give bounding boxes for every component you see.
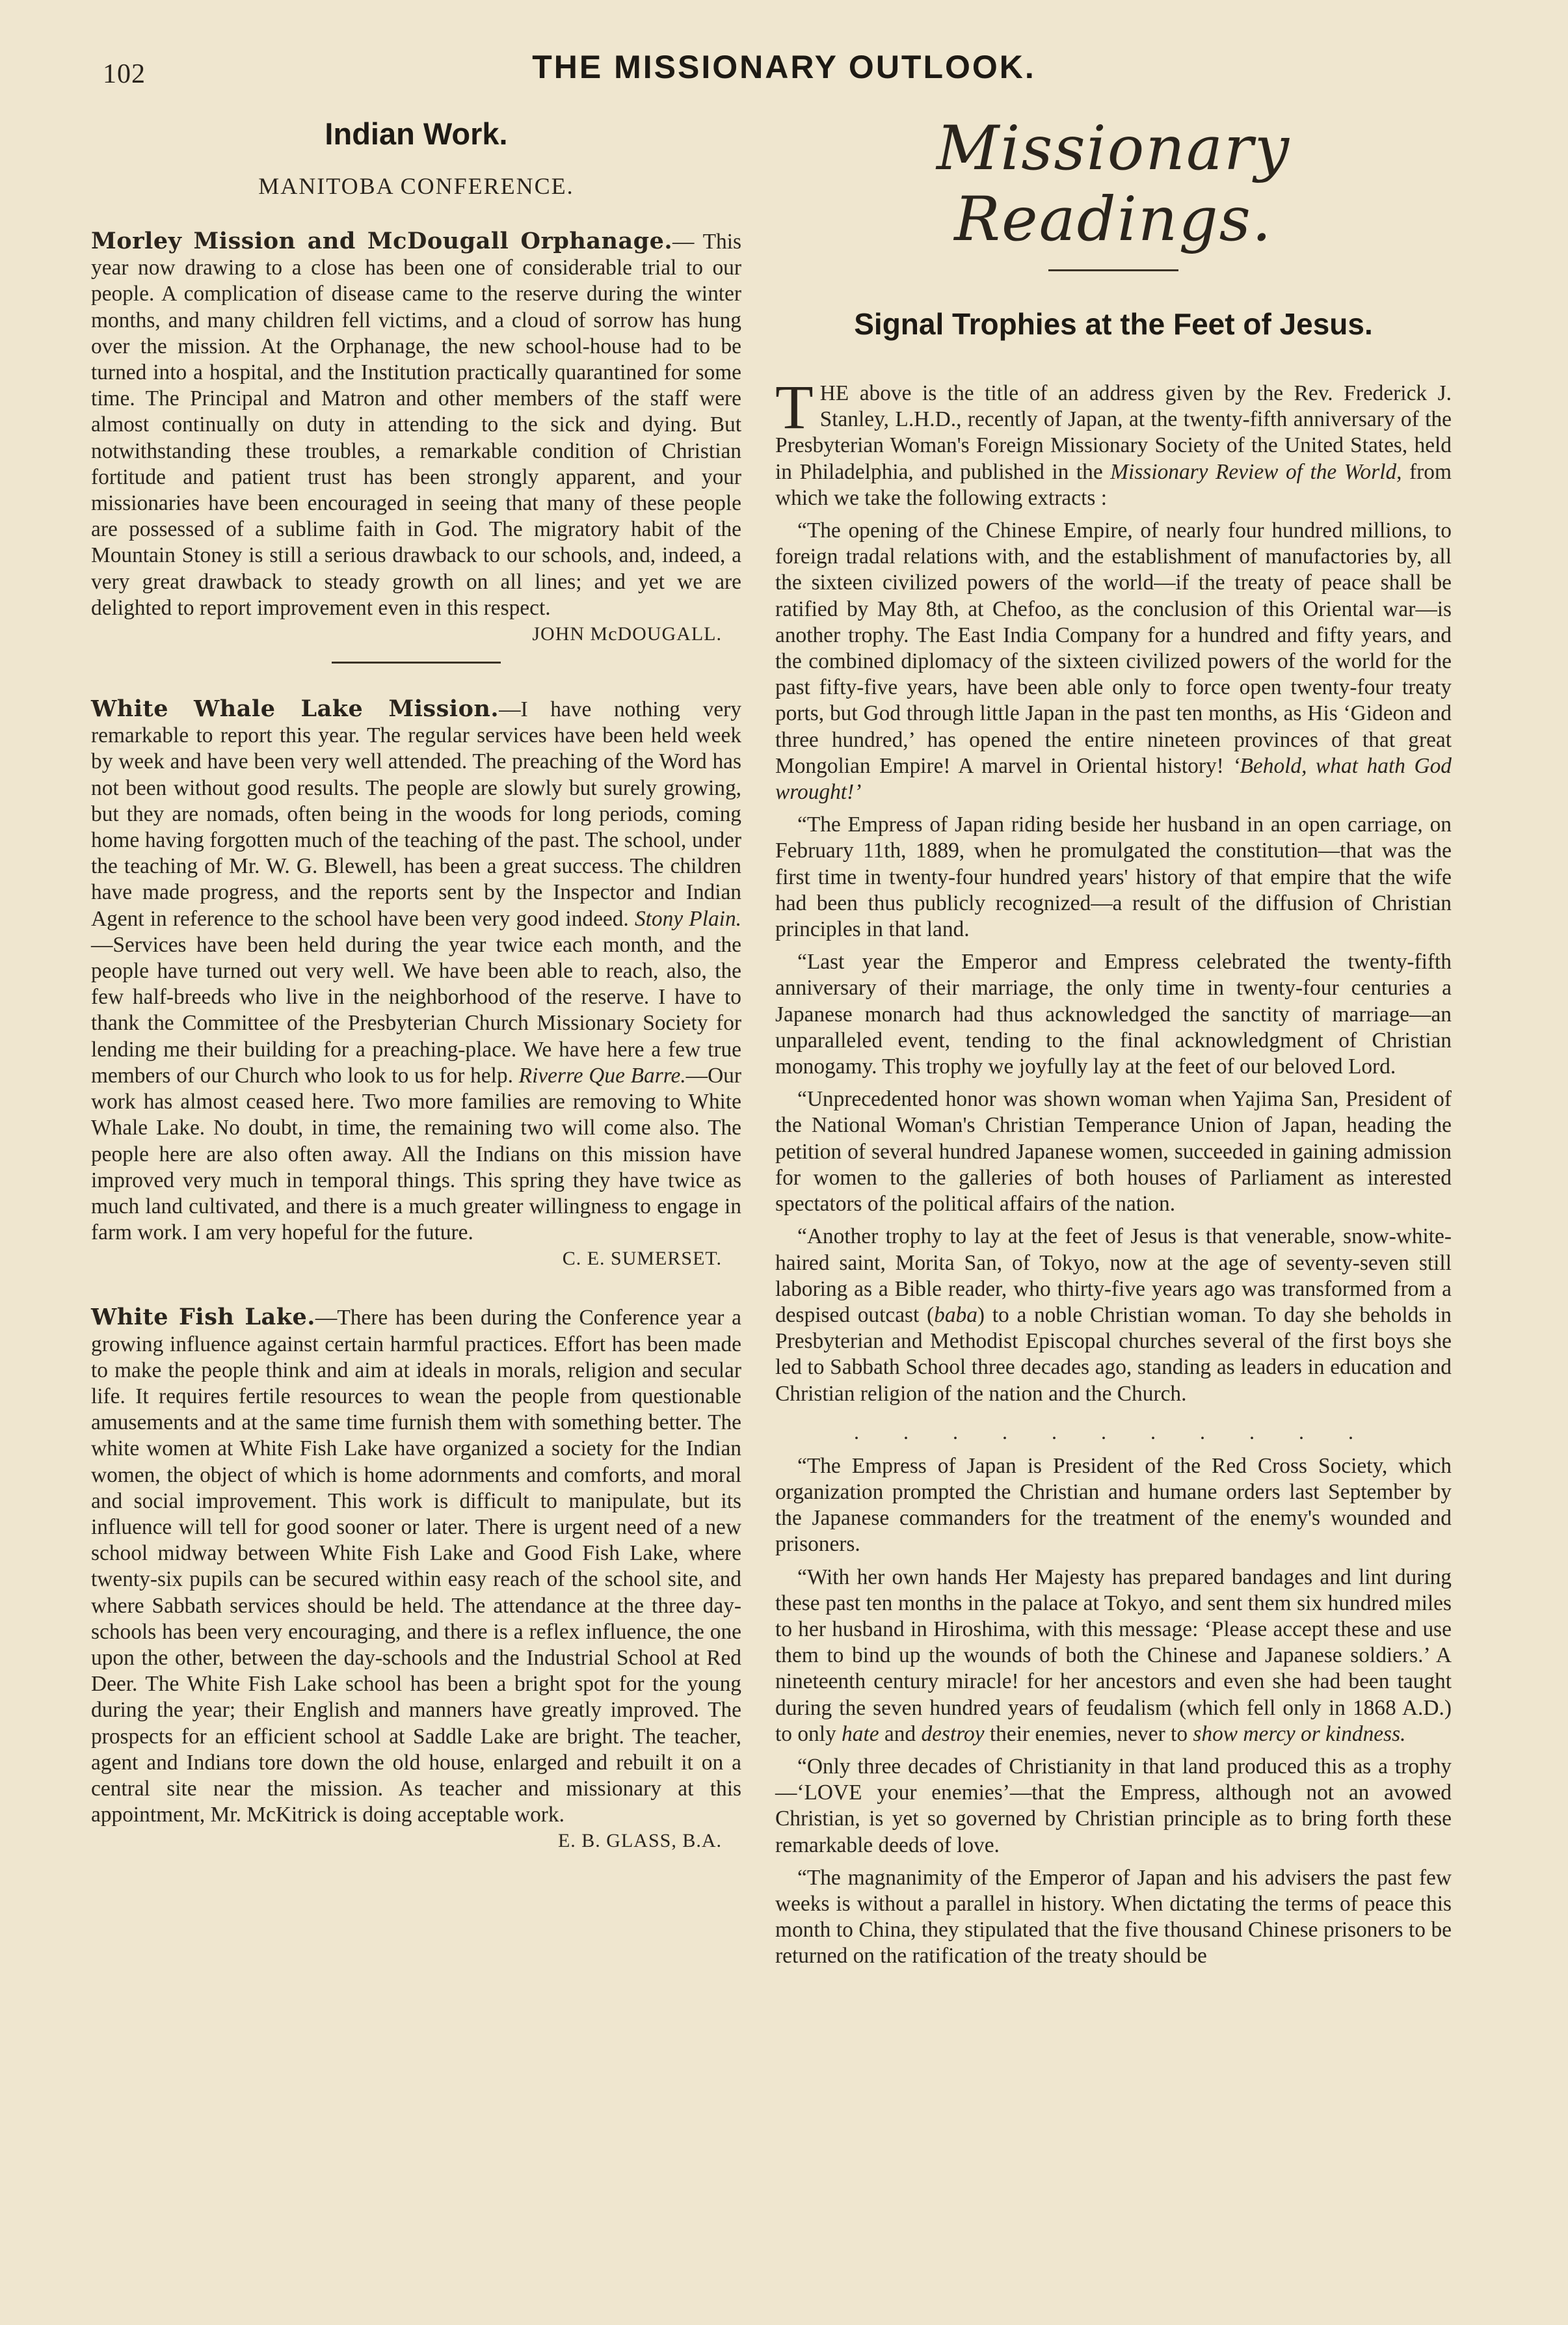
entry-paragraph: White Fish Lake.—There has been during the Conference year a growing influence against certain harmful practices. Effort has been made to make the people think and aim at ideals in morals, religion and secular life. It requires fertile resources to wean the people from questionable amusements and at the same time furnish them with something better. The white women at White Fish Lake have organized a society for the Indian women, the object of which is home adornments and comforts, and moral and social improvement. This work is difficult to manipulate, but its influence will tell for good sooner or later. There is urgent need of a new school midway between White Fish Lake and Good Fish Lake, where twenty-six pupils can be secured within easy reach of the school site, and where Sabbath services should be held. The attendance at the three day-schools has been very encouraging, and there is a reflex influence, the one upon the other, between the day-schools and the Industrial School at Red Deer. The White Fish Lake school has been a bright spot for the young during the year; their English and manners have greatly improved. The prospects for an efficient school at Saddle Lake are bright. The teacher, agent and Indians tore down the old house, enlarged and rebuilt it on a central site near the mission. As teacher and missionary at this appointment, Mr. McKitrick is doing acceptable work. [91, 1304, 741, 1827]
paragraph: “The Empress of Japan is President of the Red Cross Society, which organization prompted the Christian and humane orders last September by the Japanese commanders for the treatment of the enemy's wounded and prisoners. [775, 1453, 1452, 1557]
intro-paragraph: THE above is the title of an address given by the Rev. Frederick J. Stanley, L.H.D., recently of Japan, at the twenty-fifth anniversary of the Presbyterian Woman's Foreign Missionary Society of the United States, held in Philadelphia, and published in the Missionary Review of the World, from which we take the following extracts : [775, 372, 1452, 510]
divider [1048, 269, 1178, 271]
divider [332, 662, 501, 664]
paragraph: “Another trophy to lay at the feet of Jesus is that venerable, snow-white-haired saint, Morita San, of Tokyo, now at the age of seventy-seven still laboring as a Bible reader, who thirty-five years ago was transformed from a despised outcast (baba) to a noble Christian woman. To day she beholds in Presbyterian and Methodist Episcopal churches several of the first boys she led to Sabbath School three decades ago, standing as leaders in education and Christian religion of the nation and the Church. [775, 1224, 1452, 1406]
signature: E. B. GLASS, B.A. [557, 1830, 722, 1852]
entry-paragraph: Morley Mission and McDougall Orphanage.— This year now drawing to a close has been one of considerable trial to our people. A complication of disease came to the reserve during the winter months, and many children fell victims, and a cloud of sorrow has hung over the mission. At the Orphanage, the new school-house had to be turned into a hospital, and the Institution practically quarantined for some time. The Principal and Matron and other members of the staff were almost continually on duty in attending to the sick and dying. But notwithstanding these troubles, a remarkable condition of Christian fortitude and patient trust has been strongly apparent, and your missionaries have been encouraged in seeing that many of these people are possessed of a sublime faith in God. The migratory habit of the Mountain Stoney is still a serious drawback to our schools, and, indeed, a very great drawback to steady growth on all lines; and yet we are delighted to report improvement even in this respect. [91, 228, 741, 620]
paragraph: “With her own hands Her Majesty has prepared bandages and lint during these past ten months in the palace at Tokyo, and sent them six hundred miles to her husband in Hiroshima, with this message: ‘Please accept these and use them to bind up the wounds of both the Chinese and Japanese soldiers.’ A nineteenth century miracle! for her ancestors and even she had been taught during the seven hundred years of feudalism (which fell only in 1868 A.D.) to only hate and destroy their enemies, never to show mercy or kindness. [775, 1565, 1452, 1746]
journal-title: THE MISSIONARY OUTLOOK. [532, 49, 1036, 85]
right-column [775, 112, 1452, 1976]
paragraph: “Last year the Emperor and Empress celebrated the twenty-fifth anniversary of their marriage, the only time in twenty-four centuries a Japanese monarch had thus acknowledged the sanctity of marriage—an unparalleled event, tending to the final acknowledgment of Christian monogamy. This trophy we joyfully lay at the feet of our beloved Lord. [775, 950, 1452, 1079]
masthead: Missionary Readings. [936, 113, 1291, 255]
place-name: Riverre Que Barre. [518, 1063, 686, 1088]
running-head [0, 47, 1568, 92]
conference-subtitle: MANITOBA CONFERENCE. [258, 173, 574, 199]
paragraph: “Only three decades of Christianity in that land produced this as a trophy—‘LOVE your enemies’—that the Empress, although not an avowed Christian, is yet so governed by Christian principle as to bring forth these remarkable deeds of love. [775, 1754, 1452, 1857]
left-column [91, 112, 741, 1854]
ellipsis-divider: . . . . . . . . . . . [854, 1419, 1373, 1444]
entry-white-whale-lake [91, 696, 741, 1272]
place-name: Stony Plain. [634, 906, 741, 931]
paragraph: “The opening of the Chinese Empire, of nearly four hundred millions, to foreign tradal relations with, and the establishment of manufactories by, all the sixteen civilized powers of the world—if the treaty of peace shall be ratified by May 8th, at Chefoo, as the conclusion of this Oriental war—is another trophy. The East India Company for a hundred and fifty years, and the combined diplomacy of the sixteen civilized powers of the world for the past fifty-five years, have been able only to force open twenty-four treaty ports, but God through little Japan in the past ten months, as His ‘Gideon and three hundred,’ has opened the entire nineteen provinces of that great Mongolian Empire! A marvel in Oriental history! ‘Behold, what hath God wrought!’ [775, 518, 1452, 805]
article-title: Signal Trophies at the Feet of Jesus. [854, 307, 1373, 341]
journal-name: Missionary Review of the World, [1110, 459, 1402, 484]
drop-cap: T [775, 372, 814, 442]
entry-morley [91, 228, 741, 664]
entry-heading: White Fish Lake. [91, 1304, 315, 1331]
entry-white-fish-lake [91, 1304, 741, 1854]
paragraph: “The magnanimity of the Emperor of Japan and his advisers the past few weeks is without a parallel in history. When dictating the terms of peace this month to China, they stipulated that the five thousand Chinese prisoners to be returned on the ratification of the treaty should be [775, 1865, 1452, 1969]
paragraph: “Unprecedented honor was shown woman when Yajima San, President of the National Woman's Christian Temperance Union of Japan, heading the petition of several hundred Japanese women, succeeded in gaining admission for women to the galleries of both houses of Parliament as interested spectators of the political affairs of the nation. [775, 1087, 1452, 1216]
paragraph: “The Empress of Japan riding beside her husband in an open carriage, on February 11th, 1889, when he promulgated the constitution—that was the first time in twenty-four hundred years' history of that empire that the wife had been thus publicly recognized—a result of the diffusion of Christian principles in that land. [775, 813, 1452, 942]
signature: JOHN McDOUGALL. [532, 623, 722, 645]
signature: C. E. SUMERSET. [562, 1248, 722, 1270]
page-number: 102 [103, 59, 146, 89]
section-title: Indian Work. [325, 116, 508, 151]
entry-heading: Morley Mission and McDougall Orphanage. [91, 228, 673, 254]
entry-paragraph: White Whale Lake Mission.—I have nothing very remarkable to report this year. The regular services have been held week by week and have been very well attended. The preaching of the Word has not been without good results. The people are slowly but surely growing, but they are nomads, often being in the woods for long periods, coming home having forgotten much of the teaching of the past. The school, under the teaching of Mr. W. G. Blewell, has been a great success. The children have made progress, and the reports sent by the Inspector and Indian Agent in reference to the school have been very good indeed. Stony Plain.—Services have been held during the year twice each month, and the people have turned out very well. We have been able to reach, also, the few half-breeds who live in the neighborhood of the reserve. I have to thank the Committee of the Presbyterian Church Missionary Society for lending me their building for a preaching-place. We have here a few true members of our Church who look to us for help. Riverre Que Barre.—Our work has almost ceased here. Two more families are removing to White Whale Lake. No doubt, in time, the remaining two will come also. The people here are also often away. All the Indians on this mission have improved very much in temporal things. This spring they have twice as much land cultivated, and there is a much greater willingness to engage in farm work. I am very hopeful for the future. [91, 695, 741, 1245]
entry-heading: White Whale Lake Mission. [91, 695, 499, 723]
